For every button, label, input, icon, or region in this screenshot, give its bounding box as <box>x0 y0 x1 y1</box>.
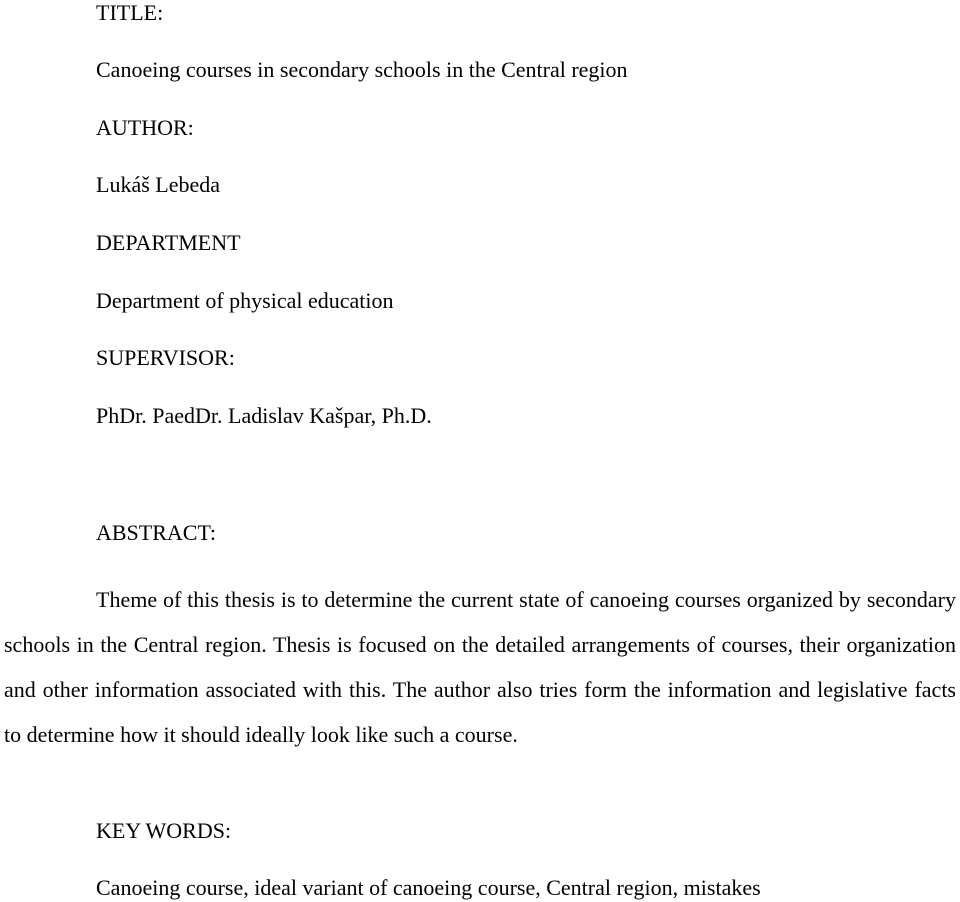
title-label: TITLE: <box>96 0 164 25</box>
keywords-value: Canoeing course, ideal variant of canoeing course, Central region, mistakes <box>96 875 761 900</box>
author-value: Lukáš Lebeda <box>96 172 220 197</box>
title-value: Canoeing courses in secondary schools in the Central region <box>96 57 628 82</box>
keywords-label: KEY WORDS: <box>96 818 232 843</box>
department-value: Department of physical education <box>96 288 394 313</box>
author-label: AUTHOR: <box>96 115 194 140</box>
abstract-text: Theme of this thesis is to determine the current state of canoeing courses organized by secondary schools in the Central region. Thesis is focused on the detailed arrangements of courses, their organization and other information associated with this. The author also tries form the information and legislative facts to determine how it should ideally look like such a course. <box>4 587 956 747</box>
abstract-label: ABSTRACT: <box>96 520 216 545</box>
supervisor-value: PhDr. PaedDr. Ladislav Kašpar, Ph.D. <box>96 403 432 428</box>
department-label: DEPARTMENT <box>96 230 241 255</box>
supervisor-label: SUPERVISOR: <box>96 345 235 370</box>
